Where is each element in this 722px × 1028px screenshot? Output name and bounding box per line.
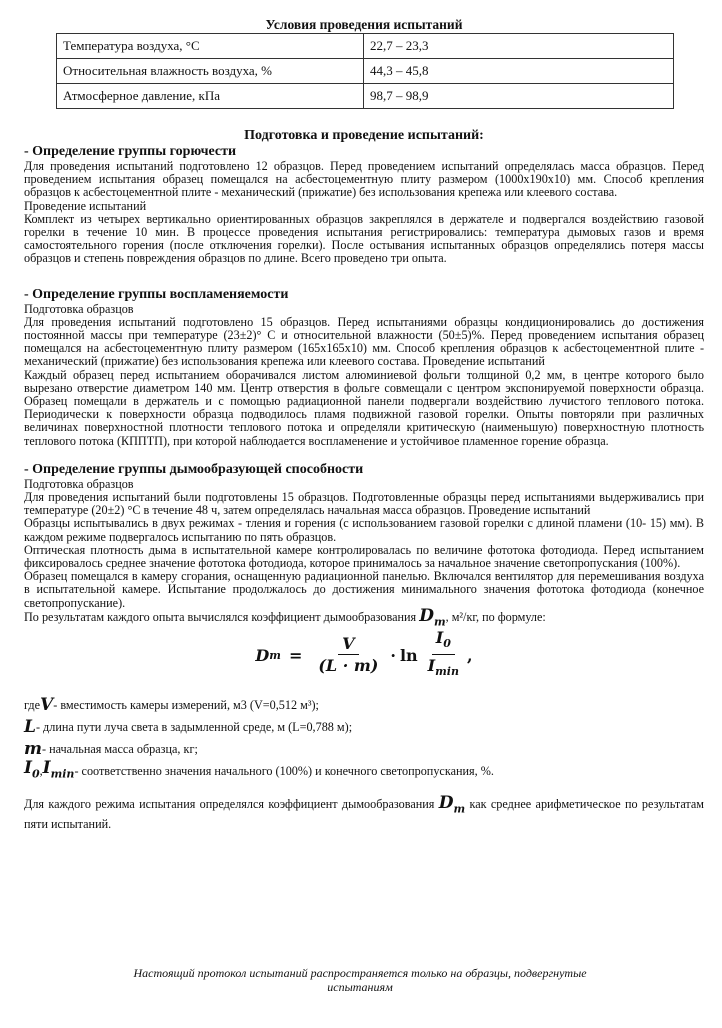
document-page bbox=[24, 18, 704, 832]
list-item: m - начальная масса образца, кг; bbox=[24, 739, 198, 760]
table-row bbox=[57, 34, 674, 59]
paragraph: Подготовка образцов bbox=[24, 476, 134, 491]
table-cell-value: 44,3 – 45,8 bbox=[364, 59, 674, 84]
conditions-table bbox=[56, 33, 674, 109]
symbol-dm: $D_m$ bbox=[419, 605, 446, 629]
paragraph: Образец помещался в камеру сгорания, оснащенную радиационной панелью. Включался вентилятор для перемешивания воздуха в испытательной камере. Испытание продолжалось до достижения минимального значения фототока фотодиода (конечное светопропускание). bbox=[24, 569, 704, 610]
formula: D m = $\frac{V}{(L \cdot m)}$ · ln $\frac{I_0}{I_{min}}$ , bbox=[24, 630, 704, 680]
paragraph: Комплект из четырех вертикально ориентированных образцов закреплялся в держателе и подвергался воздействию газовой горелки в течение 10 мин. В процессе проведения испытания регистрировались: температура дымовых газов и время самостоятельного горения (после отключения горелки). После остывания испытанных образцов определялись потеря массы образцов и степень повреждения образцов по длине. Всего проведено три опыта. bbox=[24, 211, 704, 266]
fraction: $\frac{V}{(L \cdot m)}$ bbox=[318, 633, 379, 675]
footer-note: Настоящий протокол испытаний распространяется только на образцы, подвергнутые испытаниям bbox=[133, 966, 587, 994]
paragraph: Для каждого режима испытания определялся коэффициент дымообразования $D_m$ как среднее арифметическое по результатам пяти испытаний. bbox=[24, 793, 705, 831]
table-cell-value: 22,7 – 23,3 bbox=[364, 34, 674, 59]
paragraph: Образцы испытывались в двух режимах - тления и горения (с использованием газовой горелки с длиной пламени (10- 15) мм). В каждом режиме подвергалось испытанию по пять образцов. bbox=[24, 516, 704, 544]
fraction: $\frac{I_0}{I_{min}}$ bbox=[427, 627, 459, 679]
table-cell-label: Относительная влажность воздуха, % bbox=[57, 59, 364, 84]
table-row bbox=[57, 59, 674, 84]
section-title-ignitability: - Определение группы воспламеняемости bbox=[24, 286, 289, 302]
table-cell-label: Атмосферное давление, кПа bbox=[57, 84, 364, 109]
preparation-title: Подготовка и проведение испытаний: bbox=[244, 128, 484, 143]
table-row bbox=[57, 84, 674, 109]
paragraph: Для проведения испытаний подготовлено 12 образцов. Перед проведением испытаний определялась масса образцов. Перед проведением испытания образец помещался на асбестоцементную плиту размером (1000х190х10) мм. Способ крепления образцов к асбестоцементной плите - механический (прижатие) без использования крепежа или клеевого состава. bbox=[24, 159, 704, 200]
table-cell-label: Температура воздуха, °С bbox=[57, 34, 364, 59]
conditions-title: Условия проведения испытаний bbox=[265, 17, 463, 32]
list-item: $I_0$ , $I_{min}$ - соответственно значения начального (100%) и конечного светопропускания, %. bbox=[24, 758, 494, 781]
paragraph: Каждый образец перед испытанием оборачивался листом алюминиевой фольги толщиной 0,2 мм, в центре которого было вырезано отверстие диаметром 140 мм. Центр отверстия в фольге совмещали с центром экспонируемой поверхности образца. Образец помещали в держатель и с помощью радиационной панели подвергали воздействию лучистого теплового потока. Периодически к поверхности образца подводилось пламя подвижной газовой горелки. Опыты повторяли при различных величинах поверхностной плотности теплового потока и определяли критическую (наименьшую) поверхностную плотность теплового потока (КППТП), при которой наблюдается воспламенение и устойчивое пламенное горение образца. bbox=[24, 367, 704, 448]
table-cell-value: 98,7 – 98,9 bbox=[364, 84, 674, 109]
paragraph: Для проведения испытаний подготовлено 15 образцов. Перед испытаниями образцы кондиционировались до достижения постоянной массы при температуре (23±2)° С и относительной влажности (50±5)%. Перед проведением испытания образец помещался на асбестоцементную плиту размером (165х165х10) мм. Способ крепления образцов к асбестоцементной плите - механический (прижатие) без использования крепежа или клеевого состава. Проведение испытаний bbox=[24, 314, 704, 369]
list-item: где V - вместимость камеры измерений, м3 (V=0,512 м³); bbox=[24, 695, 319, 716]
section-title-flammability: - Определение группы горючести bbox=[24, 144, 237, 159]
formula-intro: По результатам каждого опыта вычислялся коэффициент дымообразования $D_m$, м²/кг, по формуле: bbox=[24, 605, 546, 629]
paragraph: Проведение испытаний bbox=[24, 198, 147, 213]
symbol-definitions bbox=[24, 694, 704, 782]
section-title-smoke: - Определение группы дымообразующей способности bbox=[24, 461, 364, 477]
paragraph: Оптическая плотность дыма в испытательной камере контролировалась по величине фототока фотодиода. Перед испытанием фиксировалось среднее значение фототока фотодиода, которое принималось за начальное значение светопропускания (100%). bbox=[24, 542, 704, 571]
paragraph: Подготовка образцов bbox=[24, 301, 134, 316]
list-item: L - длина пути луча света в задымленной среде, м (L=0,788 м); bbox=[24, 717, 353, 738]
paragraph: Для проведения испытаний были подготовлены 15 образцов. Подготовленные образцы перед испытаниями выдерживались при температуре (20±2) °С в течение 48 ч, затем определялась начальная масса образцов. Проведение испытаний bbox=[24, 490, 704, 518]
